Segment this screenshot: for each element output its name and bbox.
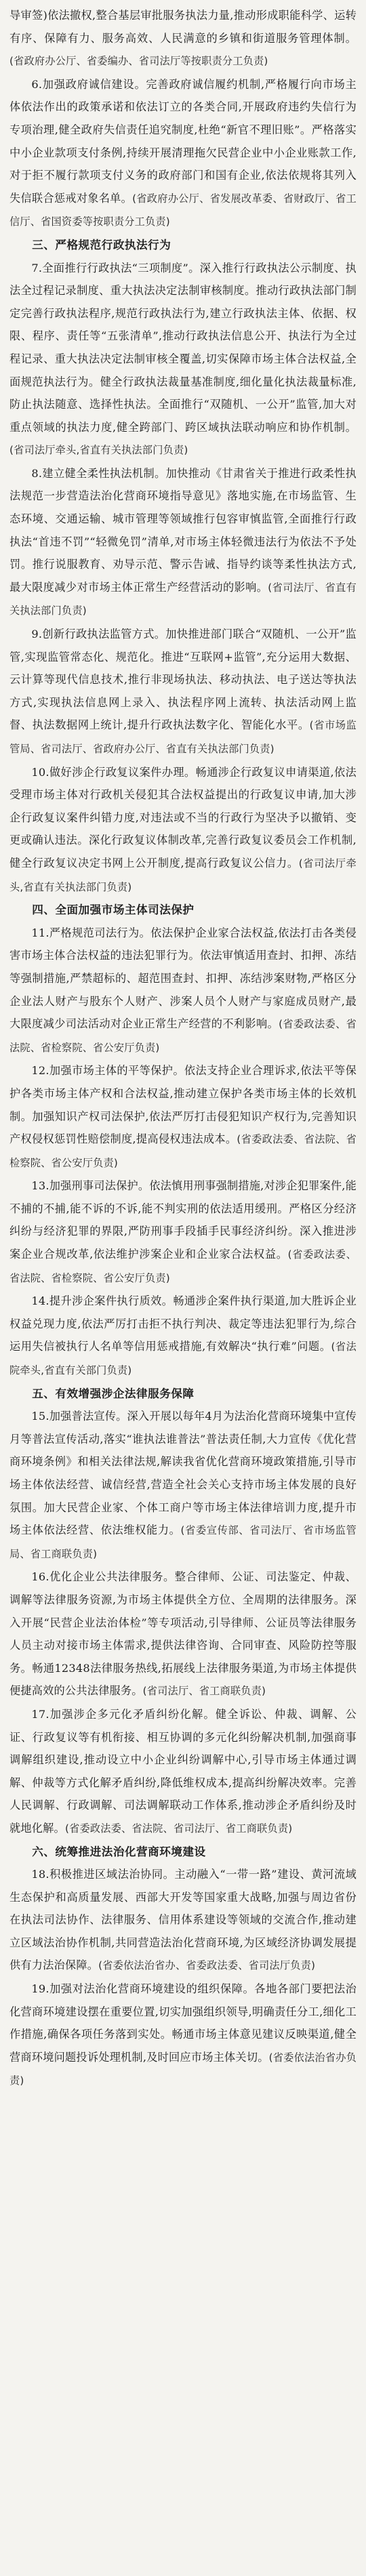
paragraph (9, 1978, 357, 2093)
responsibility-note: (省司法厅牵头,省直有关执法部门负责) (9, 857, 357, 893)
paragraph (9, 922, 357, 1060)
responsibility-note: (省市场监管局、省司法厅、省政府办公厅、省直有关执法部门负责) (9, 719, 357, 755)
document-body (9, 4, 357, 2093)
paragraph (9, 4, 357, 73)
section-heading: 六、统筹推进法治化营商环境建设 (32, 1845, 206, 1858)
paragraph-text: 8.建立健全柔性执法机制。加快推动《甘肃省关于推进行政柔性执法规范一步营造法治化营商环境指导意见》落地实施,在市场监管、生态环境、交通运输、城市管理等领域推行包容审慎监管,全面推行行政执法“首违不罚”“轻微免罚”清单,对市场主体轻微违法行为依法不予处罚。推行说服教育、劝导示范、警示告诫、指导约谈等柔性执法方式,最大限度减少对市场主体正常生产经营活动的影响。 (9, 466, 357, 594)
section-heading: 四、全面加强市场主体司法保护 (32, 903, 195, 917)
paragraph-text: 18.积极推进区域法治协同。主动融入“一带一路”建设、黄河流域生态保护和高质量发展、西部大开发等国家重大战略,加强与周边省份在执法司法协作、法律服务、信用体系建设等领域的交流合作,推动建立区域法治协作机制,共同营造法治化营商环境,为区域经济协调发展提供有力法治保障。 (9, 1868, 357, 1972)
paragraph-text: 6.加强政府诚信建设。完善政府诚信履约机制,严格履行向市场主体依法作出的政策承诺和依法订立的各类合同,开展政府违约失信行为专项治理,健全政府失信责任追究制度,杜绝“新官不理旧账”。严格落实中小企业款项支付条例,持续开展清理拖欠民营企业中小企业账款工作,对于拒不履行款项支付义务的政府部门和国有企业,依法依规将其列入失信联合惩戒对象名单。 (9, 77, 357, 205)
responsibility-note: (省委政法委、省法院、省检察院、省公安厅负责) (9, 1248, 357, 1284)
responsibility-note: (省司法厅牵头,省直有关执法部门负责) (9, 444, 188, 457)
responsibility-note: (省委政法委、省法院、省检察院、省公安厅负责) (9, 1133, 357, 1169)
responsibility-note: (省政府办公厅、省发展改革委、省财政厅、省工信厅、省国资委等按职责分工负责) (9, 192, 357, 228)
responsibility-note: (省委依法治省办、省委政法委、省司法厅负责) (98, 1959, 316, 1972)
paragraph-text: 10.做好涉企行政复议案件办理。畅通涉企行政复议申请渠道,依法受理市场主体对行政机关侵犯其合法权益提出的行政复议申请,加大涉企行政复议案件纠错力度,对违法或不当的行政行为坚决予以撤销、变更或确认违法。深化行政复议体制改革,完善行政复议委员会工作机制,健全行政复议决定书网上公开制度,提高行政复议公信力。 (9, 765, 357, 870)
paragraph-text: 19.加强对法治化营商环境建设的组织保障。各地各部门要把法治化营商环境建设摆在重要位置,切实加强组织领导,明确责任分工,细化工作措施,确保各项任务落到实处。畅通市场主体意见建议反映渠道,健全营商环境问题投诉处理机制,及时回应市场主体关切。 (9, 1982, 357, 2064)
paragraph-text: 导审签)依法撤权,整合基层审批服务执法力量,推动形成职能科学、运转有序、保障有力、服务高效、人民满意的乡镇和街道服务管理体制。 (9, 9, 357, 45)
responsibility-note: (省司法厅、省直有关执法部门负责) (9, 581, 357, 617)
paragraph (9, 761, 357, 899)
responsibility-note: (省司法厅、省工商联负责) (142, 1685, 266, 1698)
paragraph-text: 15.加强普法宣传。深入开展以每年4月为法治化营商环境集中宣传月等普法宣传活动,落实“谁执法谁普法”普法责任制,大力宣传《优化营商环境条例》和相关法律法规,解读我省优化营商环境政策措施,引导市场主体依法经营、诚信经营,营造全社会关心支持市场主体发展的良好氛围。加大民营企业家、个体工商户等市场主体法律培训力度,提升市场主体依法经营、依法维权能力。 (9, 1410, 357, 1537)
paragraph (9, 1863, 357, 1978)
paragraph-text: 7.全面推行行政执法“三项制度”。深入推行行政执法公示制度、执法全过程记录制度、重大执法决定法制审核制度。推动行政执法部门制定完善行政执法程序,规范行政执法行为,建立行政执法主体、依据、权限、程序、责任等“五张清单”,推动行政执法信息公开、执法行为全过程记录、重大执法决定法制审核全覆盖,切实保障市场主体合法权益,全面规范执法行为。健全行政执法裁量基准制度,细化量化执法裁量标准,防止执法随意、选择性执法。全面推行“双随机、一公开”监管,加大对重点领域的执法力度,健全跨部门、跨区域执法联动响应和协作机制。 (9, 261, 357, 434)
paragraph (9, 257, 357, 462)
paragraph (9, 623, 357, 761)
responsibility-note: (省法院牵头,省直有关部门负责) (9, 1341, 357, 1377)
paragraph (9, 1290, 357, 1382)
paragraph-text: 16.优化企业公共法律服务。整合律师、公证、司法鉴定、仲裁、调解等法律服务资源,为市场主体提供全方位、全周期的法律服务。深入开展“民营企业法治体检”等专项活动,引导律师、公证员等法律服务人员主动对接市场主体需求,提供法律咨询、合同审查、风险防控等服务。畅通12348法律服务热线,拓展线上法律服务渠道,为市场主体提供便捷高效的公共法律服务。 (9, 1570, 357, 1698)
paragraph-text: 13.加强刑事司法保护。依法慎用刑事强制措施,对涉企犯罪案件,能不捕的不捕,能不诉的不诉,能不判实刑的依法适用缓刑。严格区分经济纠纷与经济犯罪的界限,严防刑事手段插手民事经济纠纷。深入推进涉案企业合规改革,依法维护涉案企业和企业家合法权益。 (9, 1179, 357, 1261)
paragraph-text: 11.严格规范司法行为。依法保护企业家合法权益,依法打击各类侵害市场主体合法权益的违法犯罪行为。依法审慎适用查封、扣押、冻结等强制措施,严禁超标的、超范围查封、扣押、冻结涉案财物,严格区分企业法人财产与股东个人财产、涉案人员个人财产与家庭成员财产,最大限度减少司法活动对企业正常生产经营的不利影响。 (9, 926, 357, 1031)
paragraph (9, 1703, 357, 1841)
paragraph-text: 17.加强涉企多元化矛盾纠纷化解。健全诉讼、仲裁、调解、公证、行政复议等有机衔接、相互协调的多元化纠纷解决机制,加强商事调解组织建设,推动设立中小企业纠纷调解中心,引导市场主体通过调解、仲裁等方式化解矛盾纠纷,降低维权成本,提高纠纷解决效率。完善人民调解、行政调解、司法调解联动工作体系,推动涉企矛盾纠纷及时就地化解。 (9, 1707, 357, 1835)
paragraph (9, 73, 357, 234)
paragraph-text: 9.创新行政执法监管方式。加快推进部门联合“双随机、一公开”监管,实现监管常态化、规范化。推进“互联网+监管”,充分运用大数据、云计算等现代信息技术,推行非现场执法、移动执法、电子送达等执法方式,实现执法信息网上录入、执法程序网上流转、执法活动网上监督、执法数据网上统计,提升行政执法数字化、智能化水平。 (9, 628, 357, 732)
paragraph-text: 12.加强市场主体的平等保护。依法支持企业合理诉求,依法平等保护各类市场主体产权和合法权益,推动建立保护各类市场主体的长效机制。加强知识产权司法保护,依法严厉打击侵犯知识产权行为,完善知识产权侵权惩罚性赔偿制度,提高侵权违法成本。 (9, 1064, 357, 1146)
paragraph (9, 1174, 357, 1290)
responsibility-note: (省委政法委、省法院、省检察院、省公安厅负责) (9, 1018, 357, 1054)
section-heading: 三、严格规范行政执法行为 (32, 238, 171, 251)
section-heading: 五、有效增强涉企法律服务保障 (32, 1387, 195, 1400)
responsibility-note: (省委政法委、省法院、省司法厅、省工商联负责) (64, 1822, 293, 1835)
responsibility-note: (省政府办公厅、省委编办、省司法厅等按职责分工负责) (9, 55, 268, 68)
responsibility-note: (省委依法治省办负责) (9, 2051, 357, 2087)
paragraph-text: 14.提升涉企案件执行质效。畅通涉企案件执行渠道,加大胜诉企业权益兑现力度,依法严厉打击拒不执行判决、裁定等违法犯罪行为,综合运用失信被执行人名单等信用惩戒措施,有效解决“执行难”问题。 (9, 1294, 357, 1353)
paragraph (9, 1405, 357, 1566)
paragraph (9, 1566, 357, 1703)
paragraph (9, 1059, 357, 1174)
responsibility-note: (省委宣传部、省司法厅、省市场监管局、省工商联负责) (9, 1524, 357, 1560)
paragraph (9, 462, 357, 623)
